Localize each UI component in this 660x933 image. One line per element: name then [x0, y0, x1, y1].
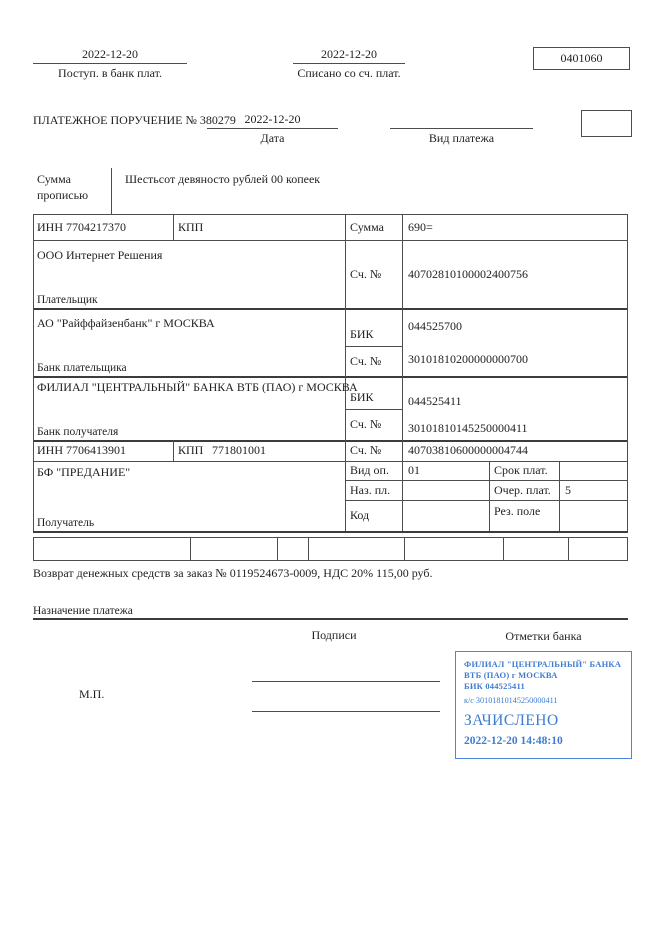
amount-words-label-line2: прописью — [37, 188, 89, 202]
ocher-plat-value: 5 — [565, 482, 571, 497]
doc-date: 2022-12-20 — [244, 111, 301, 126]
payee-bank-corr-account: 30101810145250000411 — [408, 421, 528, 435]
payee-bank-name: ФИЛИАЛ "ЦЕНТРАЛЬНЫЙ" БАНКА ВТБ (ПАО) г МОСКВА — [37, 380, 358, 394]
grid-line — [33, 308, 628, 310]
grid-line — [489, 461, 490, 531]
amount-words-divider — [111, 168, 112, 214]
payer-bank-label: Банк плательщика — [37, 362, 127, 374]
amount-in-words: Шестьсот девяносто рублей 00 копеек — [125, 172, 321, 186]
grid-line — [402, 214, 403, 531]
grid-line — [33, 376, 628, 378]
payee-label: Получатель — [37, 517, 95, 529]
payer-account: 40702810100002400756 — [408, 266, 528, 281]
srok-plat-label: Срок плат. — [494, 463, 548, 477]
bank-marks-label: Отметки банка — [505, 628, 582, 643]
received-date-line — [33, 63, 187, 64]
doc-date-line — [207, 128, 338, 129]
stamp-place-label: М.П. — [79, 687, 105, 701]
grid-line — [345, 214, 346, 531]
grid-line — [568, 537, 569, 560]
debited-date: 2022-12-20 — [321, 46, 377, 61]
payee-account-label: Сч. № — [350, 443, 382, 457]
signatures-label: Подписи — [311, 627, 357, 642]
payer-name: ООО Интернет Решения — [37, 248, 163, 262]
payer-inn: ИНН 7704217370 — [37, 219, 126, 234]
payer-bank-name: АО "Райффайзенбанк" г МОСКВА — [37, 316, 215, 330]
purpose-underline — [33, 618, 628, 620]
stamp-bank-name-line2: ВТБ (ПАО) г МОСКВА — [464, 670, 558, 680]
grid-line — [627, 537, 628, 560]
signature-line-1 — [252, 681, 440, 682]
grid-line — [627, 214, 628, 531]
grid-line — [33, 560, 628, 561]
form-code-box — [533, 47, 630, 70]
payee-bank-label: Банк получателя — [37, 426, 119, 438]
debited-date-line — [293, 63, 405, 64]
naz-pl-label: Наз. пл. — [350, 482, 391, 497]
vid-op-value: 01 — [408, 463, 420, 477]
ocher-plat-label: Очер. плат. — [494, 482, 551, 497]
grid-line — [503, 537, 504, 560]
bank-stamp-box — [455, 651, 632, 759]
payer-bank-account-label: Сч. № — [350, 353, 382, 368]
payer-kpp-label: КПП — [178, 219, 204, 234]
grid-line — [33, 214, 34, 531]
stamp-bik: БИК 044525411 — [464, 681, 525, 691]
payee-kpp: 771801001 — [212, 443, 266, 457]
form-code: 0401060 — [560, 51, 603, 65]
payee-name: БФ "ПРЕДАНИЕ" — [37, 465, 131, 479]
doc-date-label: Дата — [260, 130, 285, 145]
rez-pole-label: Рез. поле — [494, 504, 541, 518]
payee-kpp-label: КПП — [178, 443, 204, 457]
payer-bank-corr-account: 30101810200000000700 — [408, 352, 528, 366]
payment-type-label: Вид платежа — [428, 130, 495, 145]
stamp-bank-name-line1: ФИЛИАЛ "ЦЕНТРАЛЬНЫЙ" БАНКА — [464, 659, 622, 669]
grid-line — [404, 537, 405, 560]
payee-bank-bik: 044525411 — [408, 394, 462, 408]
payee-bank-bik-label: БИК — [350, 390, 374, 404]
page-title: ПЛАТЕЖНОЕ ПОРУЧЕНИЕ № 380279 — [33, 113, 236, 127]
stamp-status: ЗАЧИСЛЕНО — [464, 712, 559, 729]
received-date-label: Поступ. в банк плат. — [58, 65, 162, 80]
grid-line — [173, 440, 174, 461]
grid-line — [173, 214, 174, 240]
vid-op-label: Вид оп. — [350, 463, 389, 477]
payment-type-box — [581, 110, 632, 137]
amount-words-label-line1: Сумма — [37, 172, 71, 186]
payer-bank-bik: 044525700 — [408, 319, 462, 333]
payee-inn: ИНН 7706413901 — [37, 443, 126, 457]
sum-value: 690= — [408, 219, 433, 234]
stamp-corr-account: к/с 30101810145250000411 — [464, 696, 558, 705]
grid-line — [33, 537, 34, 560]
grid-line — [33, 531, 628, 533]
grid-line — [308, 537, 309, 560]
grid-line — [277, 537, 278, 560]
payer-account-label: Сч. № — [350, 266, 382, 281]
payment-type-line — [390, 128, 533, 129]
payee-bank-account-label: Сч. № — [350, 417, 382, 431]
purpose-text: Возврат денежных средств за заказ № 0119524673-0009, НДС 20% 115,00 руб. — [33, 566, 433, 580]
grid-line — [190, 537, 191, 560]
sum-label: Сумма — [350, 219, 384, 234]
grid-line — [559, 461, 560, 531]
payer-label: Плательщик — [37, 294, 98, 306]
purpose-label: Назначение платежа — [33, 605, 133, 617]
payee-account: 40703810600000004744 — [408, 443, 528, 457]
debited-date-label: Списано со сч. плат. — [297, 65, 401, 80]
grid-line — [33, 537, 628, 538]
payer-bank-bik-label: БИК — [350, 327, 374, 341]
stamp-datetime: 2022-12-20 14:48:10 — [464, 735, 563, 747]
received-date: 2022-12-20 — [82, 46, 138, 61]
signature-line-2 — [252, 711, 440, 712]
kod-label: Код — [350, 508, 370, 522]
